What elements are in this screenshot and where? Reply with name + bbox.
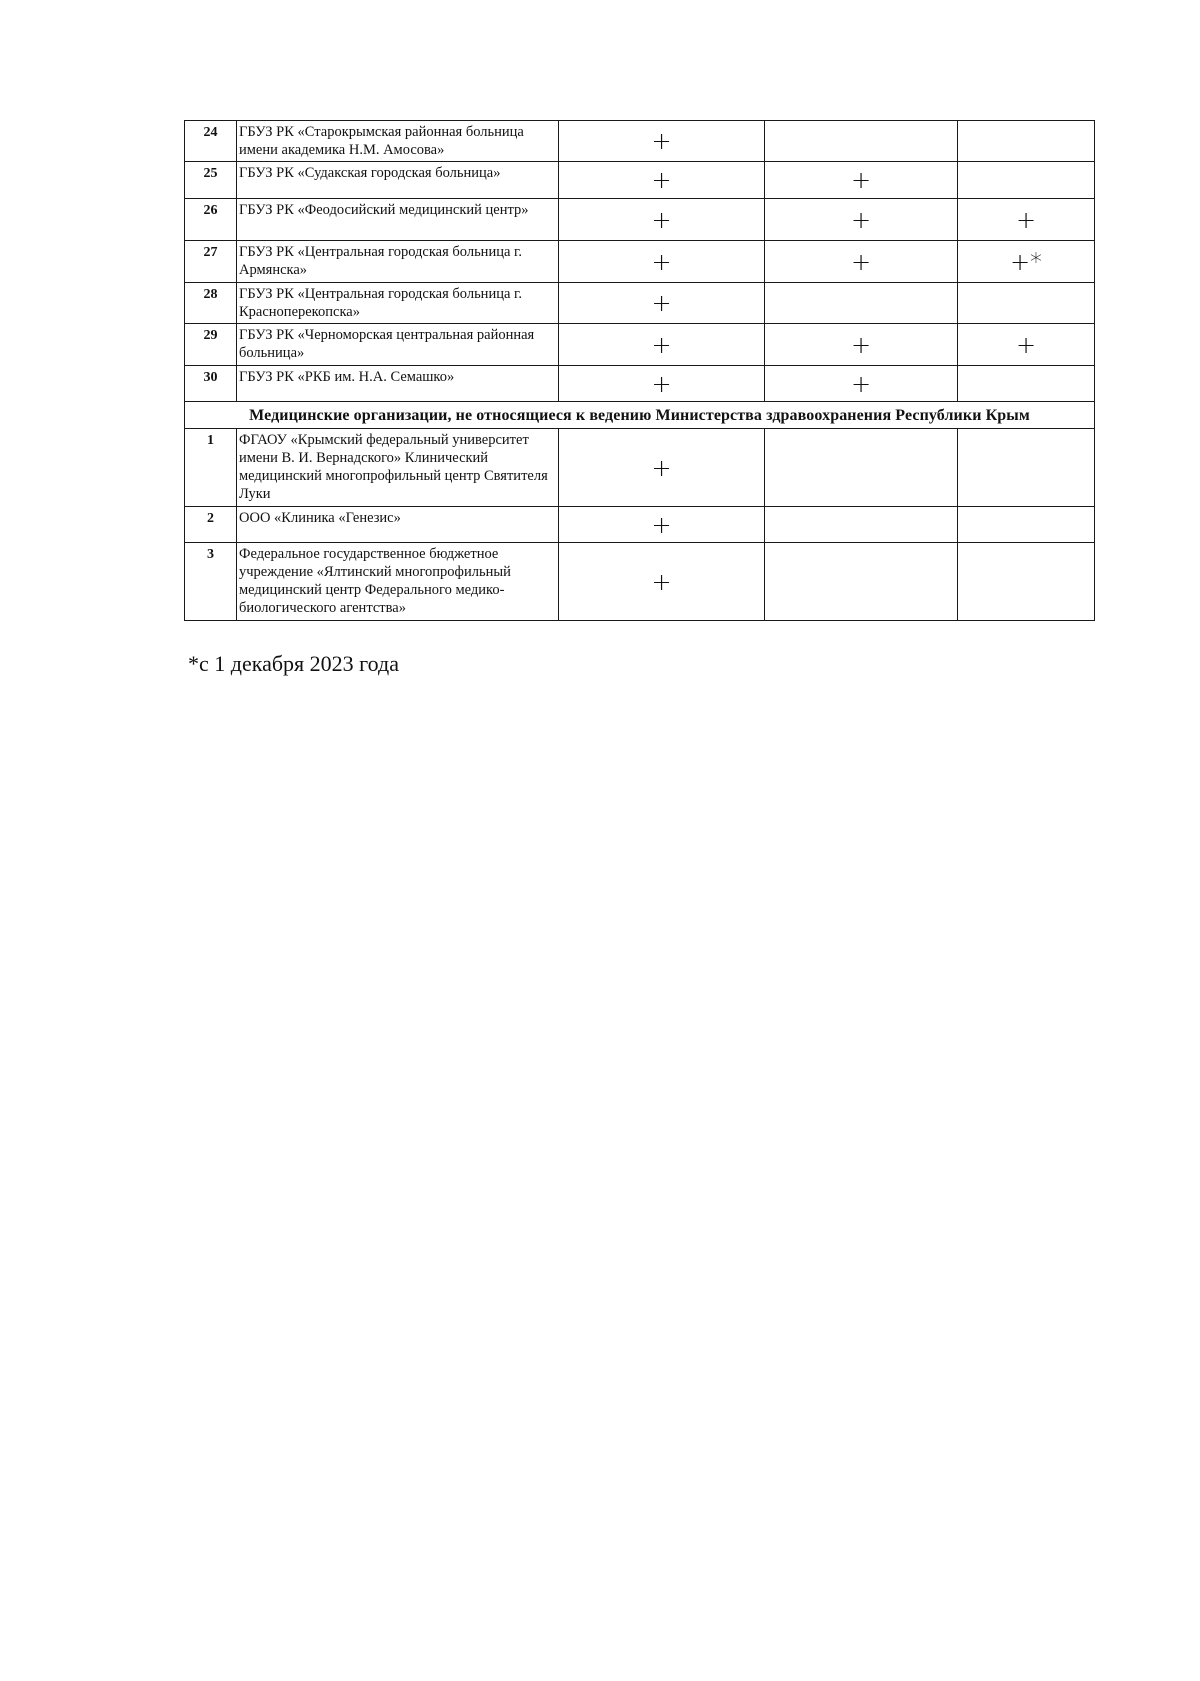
mark-col-3 — [958, 283, 1095, 324]
row-number: 26 — [185, 199, 237, 241]
table-row — [185, 241, 1095, 283]
mark-col-2 — [765, 121, 958, 162]
table-row — [185, 324, 1095, 366]
row-number: 30 — [185, 366, 237, 402]
row-number: 1 — [185, 429, 237, 507]
table-row — [185, 366, 1095, 402]
mark-col-1: + — [559, 324, 765, 366]
mark-col-3 — [958, 429, 1095, 507]
mark-col-2: + — [765, 162, 958, 199]
mark-col-2 — [765, 429, 958, 507]
organization-name: ГБУЗ РК «Судакская городская больница» — [237, 162, 559, 199]
organization-name: ГБУЗ РК «Центральная городская больница г. Армянска» — [237, 241, 559, 283]
mark-col-3: +* — [958, 241, 1095, 283]
mark-col-2: + — [765, 241, 958, 283]
table-row — [185, 162, 1095, 199]
section-heading-row — [185, 402, 1095, 429]
organization-name: Федеральное государственное бюджетное учреждение «Ялтинский многопрофильный медицинский центр Федерального медико-биологического агентства» — [237, 543, 559, 621]
organization-name: ГБУЗ РК «РКБ им. Н.А. Семашко» — [237, 366, 559, 402]
organization-name: ГБУЗ РК «Центральная городская больница г. Красноперекопска» — [237, 283, 559, 324]
mark-col-1: + — [559, 283, 765, 324]
mark-col-3 — [958, 543, 1095, 621]
mark-col-2 — [765, 543, 958, 621]
table-row — [185, 429, 1095, 507]
mark-col-3: + — [958, 324, 1095, 366]
row-number: 2 — [185, 507, 237, 543]
mark-col-1: + — [559, 429, 765, 507]
table-row — [185, 283, 1095, 324]
section-heading: Медицинские организации, не относящиеся к ведению Министерства здравоохранения Республики Крым — [185, 402, 1095, 429]
row-number: 29 — [185, 324, 237, 366]
mark-col-3: + — [958, 199, 1095, 241]
mark-col-2: + — [765, 366, 958, 402]
mark-col-2 — [765, 507, 958, 543]
row-number: 24 — [185, 121, 237, 162]
mark-col-2 — [765, 283, 958, 324]
table-row — [185, 507, 1095, 543]
organization-name: ФГАОУ «Крымский федеральный университет имени В. И. Вернадского» Клинический медицинский многопрофильный центр Святителя Луки — [237, 429, 559, 507]
mark-col-2: + — [765, 199, 958, 241]
table-row — [185, 543, 1095, 621]
organization-name: ГБУЗ РК «Феодосийский медицинский центр» — [237, 199, 559, 241]
organization-name: ООО «Клиника «Генезис» — [237, 507, 559, 543]
row-number: 3 — [185, 543, 237, 621]
table-row — [185, 121, 1095, 162]
row-number: 25 — [185, 162, 237, 199]
mark-col-3 — [958, 121, 1095, 162]
organizations-table — [184, 120, 1095, 621]
mark-col-1: + — [559, 507, 765, 543]
mark-col-1: + — [559, 241, 765, 283]
footnote: *с 1 декабря 2023 года — [188, 651, 399, 676]
mark-col-3 — [958, 507, 1095, 543]
row-number: 28 — [185, 283, 237, 324]
organization-name: ГБУЗ РК «Черноморская центральная районная больница» — [237, 324, 559, 366]
table-row — [185, 199, 1095, 241]
row-number: 27 — [185, 241, 237, 283]
mark-col-3 — [958, 366, 1095, 402]
mark-col-1: + — [559, 199, 765, 241]
mark-col-1: + — [559, 366, 765, 402]
mark-col-1: + — [559, 121, 765, 162]
organization-name: ГБУЗ РК «Старокрымская районная больница имени академика Н.М. Амосова» — [237, 121, 559, 162]
mark-col-3 — [958, 162, 1095, 199]
mark-col-1: + — [559, 162, 765, 199]
mark-col-1: + — [559, 543, 765, 621]
mark-col-2: + — [765, 324, 958, 366]
